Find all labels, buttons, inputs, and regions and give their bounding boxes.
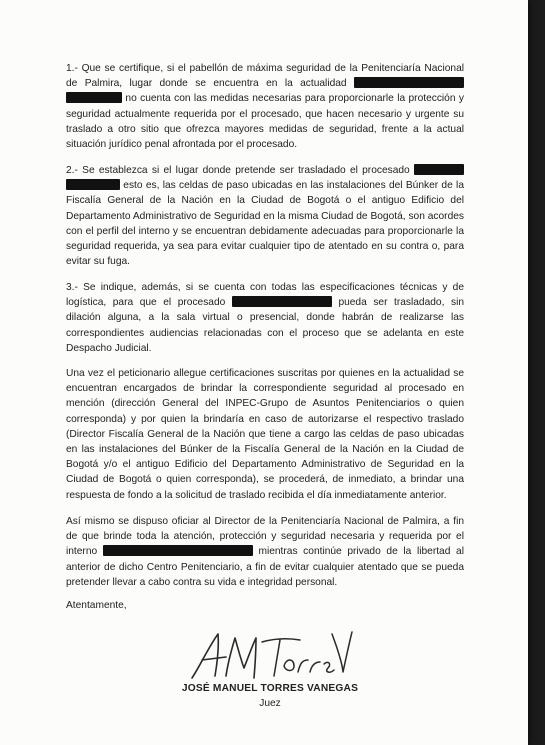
paragraph-1-text-start: 1.- Que se certifique, si el pabellón de máxima seguridad de la Penitenciaría Nacional de Palmira, lugar donde se encuentra en la actualidad — [66, 63, 464, 90]
redaction-bar — [66, 179, 120, 190]
closing-salutation: Atentamente, — [66, 600, 127, 611]
redaction-bar — [232, 296, 332, 307]
redaction-bar — [103, 545, 253, 556]
paragraph-point-3 — [66, 280, 464, 356]
signer-title: Juez — [259, 698, 281, 709]
paragraph-2-text-start: 2.- Se establezca si el lugar donde pretende ser trasladado el procesado — [66, 165, 410, 176]
paragraph-5-text-start: Así mismo se dispuso oficiar al Director de la Penitenciaría Nacional de Palmira, a fin de que brinde toda la atención, protección y seguridad necesaria y requerida por el interno — [66, 516, 464, 558]
signer-name: JOSÉ MANUEL TORRES VANEGAS — [181, 683, 359, 694]
paragraph-3-text-end: pueda ser trasladado, sin dilación alguna, a la sala virtual o presencial, donde habrán de realizarse las correspondientes audiencias relacionadas con el proceso que se adelanta en este Despacho Judicial. — [66, 297, 464, 354]
paragraph-certifications: Una vez el peticionario allegue certificaciones suscritas por quienes en la actualidad se encuentran encargados de brindar la correspondiente seguridad al procesado en mención (dirección General del INPEC-Grupo de Asuntos Penitenciarios o quien corresponda) y por quien la brindaría en caso de autorizarse el respectivo traslado (Director Fiscalía General de la Nación que tiene a cargo las celdas de paso ubicadas en las instalaciones del Búnker de la Fiscalía General de la Nación en la Ciudad de Bogotá y/o el antiguo Edificio del Departamento Administrativo de Seguridad en la Ciudad de Bogotá o quien corresponda), se procederá, de inmediato, a brindar una respuesta de fondo a la solicitud de traslado recibida el día inmediatamente anterior. — [66, 368, 464, 501]
paragraph-2-text-end: esto es, las celdas de paso ubicadas en las instalaciones del Búnker de la Fiscalía General de la Nación en la Ciudad de Bogotá o el antiguo Edificio del Departamento Administrativo de Seguridad en la misma Ciudad de Bogotá, son acordes con el perfil del interno y se encuentran debidamente adecuadas para proporcionarle la seguridad requerida, ya sea para evitar cualquier tipo de atentado en su contra o, para evitar su fuga. — [66, 180, 464, 268]
paragraph-point-2 — [66, 163, 464, 269]
redaction-bar — [414, 164, 464, 175]
paragraph-director-order — [66, 514, 464, 590]
redaction-bar — [66, 92, 122, 103]
handwritten-signature — [188, 626, 356, 684]
redaction-bar — [354, 77, 464, 88]
paragraph-3-text-start: 3.- Se indique, además, si se cuenta con todas las especificaciones técnicas y de logística, para que el procesado — [66, 282, 464, 309]
paragraph-point-1 — [66, 61, 464, 152]
paragraph-1-text-end: no cuenta con las medidas necesarias para proporcionarle la protección y seguridad actualmente requerida por el procesado, que hacen necesario y urgente su traslado a otro sitio que ofrezca mayores medidas de seguridad, frente a la actual situación jurídico penal afrontada por el procesado. — [66, 93, 465, 151]
paragraph-5-text-end: mientras continúe privado de la libertad al anterior de dicho Centro Penitenciario, a fin de evitar cualquier atentado que se pueda pretender llevar a cabo contra su vida e integridad personal. — [66, 546, 464, 588]
